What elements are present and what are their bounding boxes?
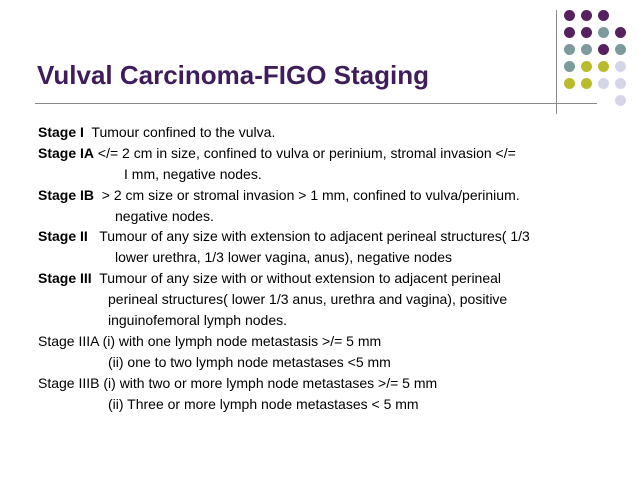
decorative-dot [564,10,575,21]
decorative-dot [615,95,626,106]
staging-line [38,289,628,310]
stage-text: (ii) Three or more lymph node metastases < 5 mm [108,395,419,412]
stage-text: Stage IIIA (i) with one lymph node metastasis >/= 5 mm [38,332,382,349]
stage-text: lower urethra, 1/3 lower vagina, anus), negative nodes [115,249,452,266]
stage-text: Tumour of any size with or without extension to adjacent perineal [91,270,502,287]
horizontal-rule [35,103,597,104]
stage-text: negative nodes. [115,207,214,224]
decorative-dot [615,61,626,72]
staging-text [38,122,628,414]
decorative-dot [598,44,609,55]
decorative-dot [581,61,592,72]
decorative-dot [598,78,609,89]
stage-text: Tumour confined to the vulva. [83,124,276,140]
staging-line [38,206,628,227]
decorative-dot [564,61,575,72]
staging-line [38,122,628,143]
staging-line [38,226,628,247]
staging-line [38,394,628,415]
stage-text: inguinofemoral lymph nodes. [108,312,287,329]
staging-line [38,352,628,373]
staging-line [38,373,628,394]
stage-text: perineal structures( lower 1/3 anus, urethra and vagina), positive [108,291,508,308]
stage-text: Stage IIIB (i) with two or more lymph node metastases >/= 5 mm [38,374,438,391]
decorative-dot [564,27,575,38]
decorative-dot [615,27,626,38]
stage-text: Tumour of any size with extension to adjacent perineal structures( 1/3 [87,228,530,245]
stage-label: Stage IA [38,144,95,161]
decorative-dot [581,27,592,38]
decorative-dot [564,78,575,89]
decorative-dot [564,44,575,55]
decorative-dot [598,61,609,72]
staging-line [38,247,628,268]
decorative-dot [581,10,592,21]
stage-label: Stage III [38,270,92,287]
decorative-dot-grid [564,10,634,110]
stage-label: Stage II [38,228,88,245]
decorative-dot [598,10,609,21]
slide-title: Vulval Carcinoma-FIGO Staging [37,60,429,90]
staging-line [38,164,628,185]
stage-text: > 2 cm size or stromal invasion > 1 mm, confined to vulva/perinium. [94,186,520,203]
decorative-dot [598,27,609,38]
stage-text: (ii) one to two lymph node metastases <5 mm [108,353,391,370]
staging-line [38,185,628,206]
decorative-dot [615,78,626,89]
staging-line [38,268,628,289]
vertical-rule [556,10,557,114]
stage-label: Stage IB [38,186,95,203]
decorative-dot [581,78,592,89]
decorative-dot [581,44,592,55]
staging-line [38,310,628,331]
stage-label: Stage I [38,124,84,140]
stage-text: </= 2 cm in size, confined to vulva or perinium, stromal invasion </= [94,144,516,161]
decorative-dot [615,44,626,55]
stage-text: I mm, negative nodes. [124,165,262,182]
staging-line [38,143,628,164]
staging-line [38,331,628,352]
